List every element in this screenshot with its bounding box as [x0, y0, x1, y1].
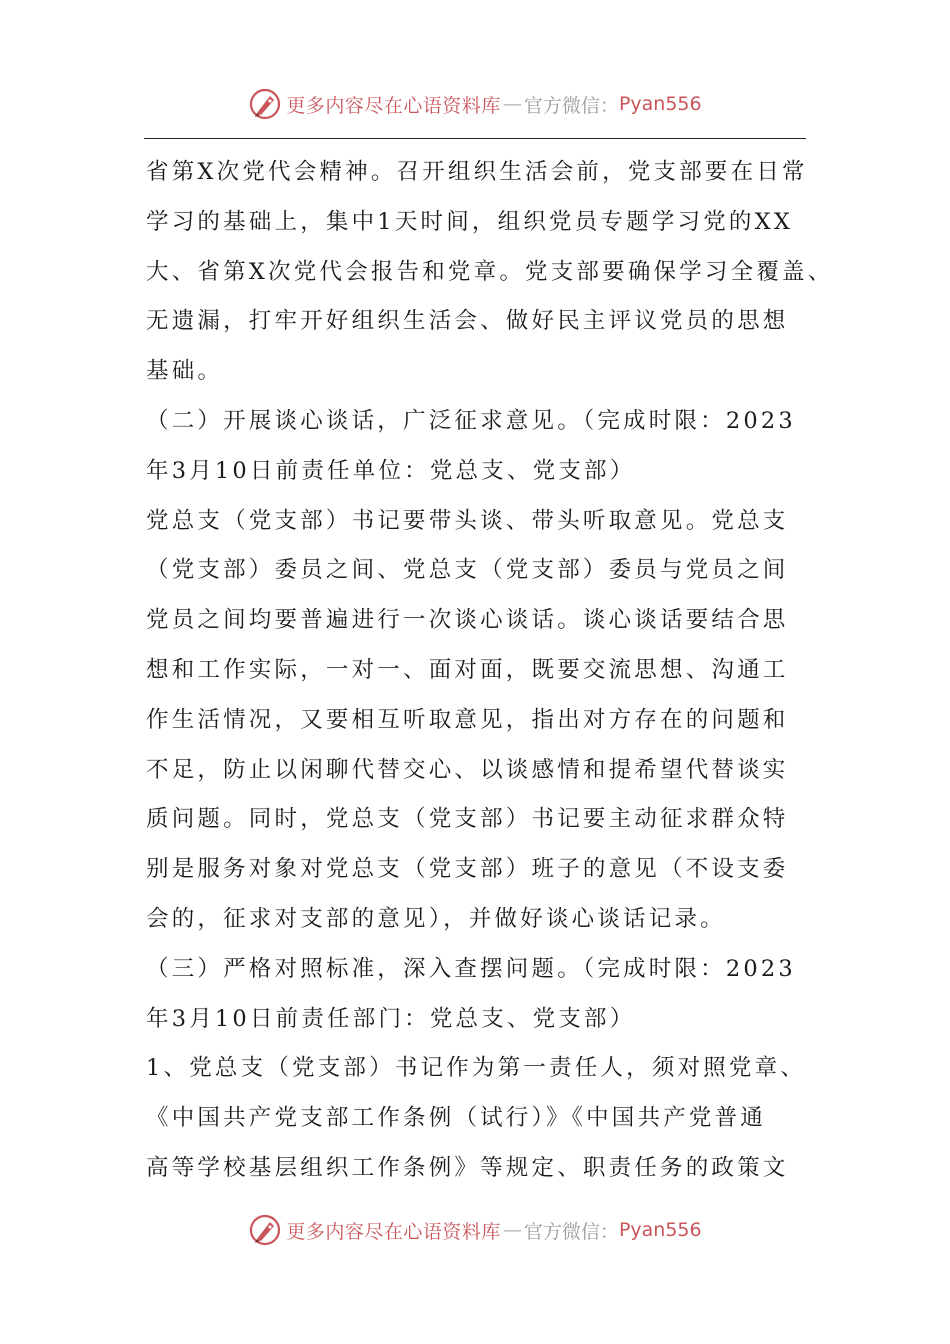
section-heading: （二）开展谈心谈话，广泛征求意见。（完成时限：2023 [146, 407, 796, 434]
body-line: 高等学校基层组织工作条例》等规定、职责任务的政策文 [146, 1154, 789, 1181]
body-line: 学习的基础上，集中1天时间，组织党员专题学习党的XX [146, 208, 794, 235]
header-banner [0, 84, 950, 124]
body-line: 党总支（党支部）书记要带头谈、带头听取意见。党总支 [146, 507, 789, 534]
body-line: 《中国共产党支部工作条例（试行）》《中国共产党普通 [146, 1105, 767, 1132]
banner-title: 更多内容尽在心语资料库 [286, 94, 501, 117]
body-line: 1、党总支（党支部）书记作为第一责任人，须对照党章、 [146, 1055, 807, 1082]
section-heading: 年3月10日前责任单位：党总支、党支部） [146, 457, 636, 484]
body-line: 省第X次党代会精神。召开组织生活会前，党支部要在日常 [146, 159, 808, 185]
body-line: 会的，征求对支部的意见），并做好谈心谈话记录。 [146, 905, 726, 932]
body-line: 想和工作实际，一对一、面对面，既要交流思想、沟通工 [146, 656, 789, 683]
body-line: 别是服务对象对党总支（党支部）班子的意见（不设支委 [146, 856, 789, 883]
banner-wechat-label: 官方微信： [523, 1220, 619, 1243]
banner-wechat-label: 官方微信： [523, 94, 619, 117]
banner-title: 更多内容尽在心语资料库 [286, 1220, 501, 1243]
body-line: 质问题。同时，党总支（党支部）书记要主动征求群众特 [146, 806, 789, 833]
header-divider [144, 138, 806, 139]
body-line: 党员之间均要普遍进行一次谈心谈话。谈心谈话要结合思 [146, 607, 789, 634]
body-line: 无遗漏，打牢开好组织生活会、做好民主评议党员的思想 [146, 308, 789, 335]
pen-nib-logo-icon [248, 1213, 282, 1247]
pen-nib-logo-icon [248, 87, 282, 121]
body-line: 大、省第X次党代会报告和党章。党支部要确保学习全覆盖、 [146, 258, 834, 285]
footer-banner [0, 1210, 950, 1250]
banner-separator: — [502, 93, 522, 115]
document-body [146, 148, 834, 1194]
section-heading: 年3月10日前责任部门：党总支、党支部） [146, 1005, 636, 1032]
banner-separator: — [502, 1219, 522, 1241]
banner-wechat-id: Pyan556 [618, 93, 702, 115]
body-line: 不足，防止以闲聊代替交心、以谈感情和提希望代替谈实 [146, 756, 789, 783]
section-heading: （三）严格对照标准，深入查摆问题。（完成时限：2023 [146, 955, 796, 982]
body-line: （党支部）委员之间、党总支（党支部）委员与党员之间 [146, 557, 789, 584]
body-line: 作生活情况，又要相互听取意见，指出对方存在的问题和 [146, 706, 789, 733]
banner-wechat-id: Pyan556 [618, 1219, 702, 1241]
body-line: 基础。 [146, 358, 224, 385]
